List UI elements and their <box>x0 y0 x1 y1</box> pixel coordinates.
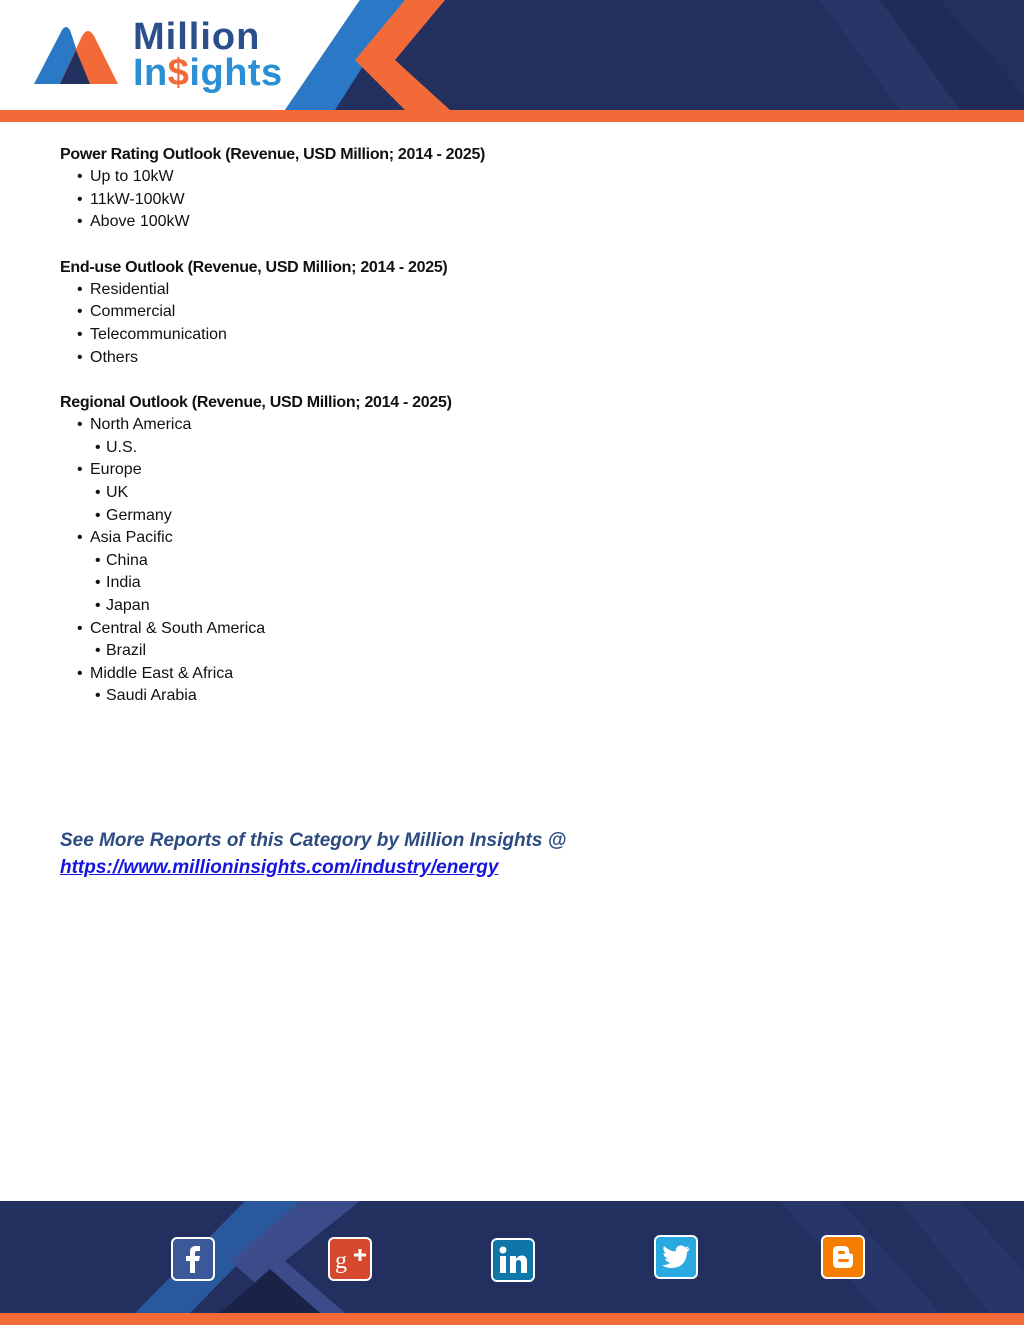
list-item: • 11kW-100kW <box>77 190 185 208</box>
more-reports-text: See More Reports of this Category by Million Insights @ <box>60 830 567 851</box>
regional-section <box>60 391 760 708</box>
section-title: Regional Outlook (Revenue, USD Million; 2014 - 2025) <box>60 394 452 412</box>
list-item: • Middle East & Africa <box>77 664 234 682</box>
list-item: • North America <box>77 416 192 434</box>
facebook-icon <box>181 1245 205 1273</box>
list-item: • U.S. <box>95 438 138 456</box>
page-header <box>0 0 1024 122</box>
twitter-button[interactable] <box>654 1235 698 1279</box>
logo-text <box>133 18 283 92</box>
list-item: • Central & South America <box>77 619 266 637</box>
list-item: • Saudi Arabia <box>95 687 197 705</box>
list-item: • Above 100kW <box>77 213 190 231</box>
list-item: • Others <box>77 348 139 366</box>
section-title: End-use Outlook (Revenue, USD Million; 2014 - 2025) <box>60 258 448 276</box>
outlook-content <box>60 143 760 730</box>
list-item: • UK <box>95 483 129 501</box>
logo-line-2 <box>133 54 283 92</box>
list-item: • Asia Pacific <box>77 529 173 547</box>
logo-line-1: Million <box>133 16 261 58</box>
list-item: • China <box>95 551 148 569</box>
more-reports <box>60 827 566 881</box>
list-item: • Telecommunication <box>77 325 227 343</box>
list-item: • Residential <box>77 280 170 298</box>
list-item: • India <box>95 574 141 592</box>
google-plus-icon <box>333 1245 367 1273</box>
blogger-icon <box>829 1243 857 1271</box>
blogger-button[interactable] <box>821 1235 865 1279</box>
svg-text:g: g <box>335 1248 347 1273</box>
list-item: • Brazil <box>95 642 147 660</box>
logo-mark-icon <box>30 22 120 86</box>
list-item: • Japan <box>95 596 150 614</box>
logo-line-2-start: In <box>133 52 168 94</box>
facebook-button[interactable] <box>171 1237 215 1281</box>
power-rating-section <box>60 143 760 234</box>
linkedin-icon <box>498 1246 528 1274</box>
end-use-section <box>60 256 760 369</box>
logo-line-2-end: ights <box>189 52 283 94</box>
list-item: • Germany <box>95 506 172 524</box>
list-item: • Europe <box>77 461 142 479</box>
list-item: • Commercial <box>77 303 176 321</box>
linkedin-button[interactable] <box>491 1238 535 1282</box>
page-footer <box>0 1201 1024 1325</box>
section-title: Power Rating Outlook (Revenue, USD Million; 2014 - 2025) <box>60 146 486 163</box>
list-item: • Up to 10kW <box>77 168 174 185</box>
more-reports-link[interactable]: https://www.millioninsights.com/industry/energy <box>60 857 499 878</box>
twitter-icon <box>661 1244 691 1270</box>
google-plus-button[interactable] <box>328 1237 372 1281</box>
logo-dollar-symbol: $ <box>167 52 190 94</box>
